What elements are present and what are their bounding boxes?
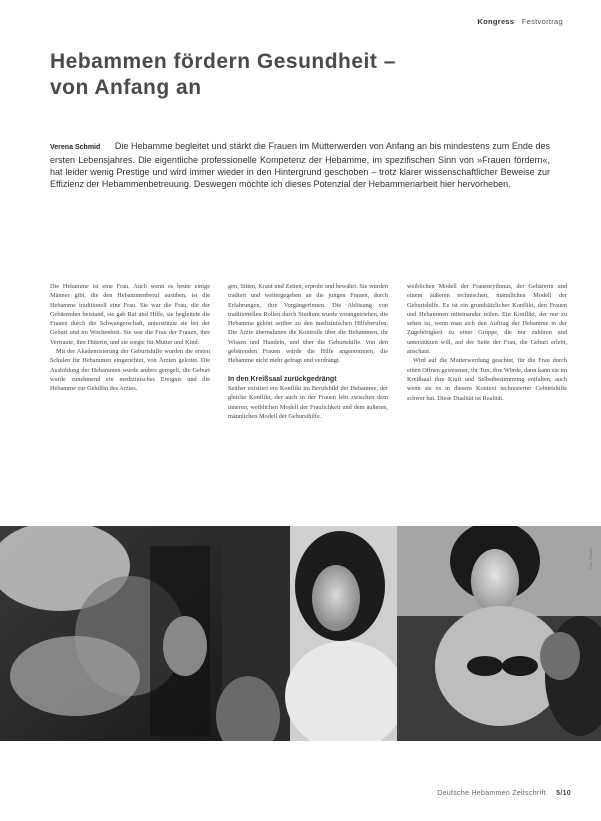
paragraph: Wird auf die Mutterwerdung geachtet, für die Frau durch einen Offnen gewesener, ihr Tun, ihre Würde, dann kann sie im Kreißsaal ihre Kraft und Selbstbestimmung entfalten, auch wenn sie es in diesem Kontext technisierter Geburtshilfe schwer hat. Diese Dualität ist Realität. [407,357,567,402]
paragraph: gen, Sitten, Kraut und Zeiten, erprobt und bewährt. Sie wurden tradiert und weitergegeben an die jungen Frauen, durch Erfahrungen, ihre Vorgängerinnen. Die Ablösung von traditionellen Rollen durch Studium wurde vorangetrieben, die Hebamme gehört seither zu den medizinischen Hilfsberufen. Die Ärzte übernahmen die Kontrolle über die Hebammen, ihr Wissen und Handeln, und über die Geburtshilfe. Von den gebärenden Frauen wurde die Hilfe angenommen, die Hebamme nicht mehr gefragt und verdrängt. [228,283,388,365]
article-photo-strip [0,526,601,741]
lead-text: Die Hebamme begleitet und stärkt die Frauen im Mutterwerden von Anfang an bis mindestens zum Ende des ersten Lebensjahres. Die eigentliche professionelle Kompetenz der Hebamme, im spezifischen Sinn von »Frauen fördern«, hat leider wenig Prestige und wird immer wieder in den Hintergrund geschoben – trotz klarer wissenschaftlicher Beweise zur Effizienz der Hebammenbetreuung. Deswegen möchte ich dieses Potenzial der Hebammenarbeit hier hervorheben. [50,141,550,189]
photo-credit: Foto: Fotolia [588,547,593,570]
body-column-2 [228,282,388,421]
section-subhead: In den Kreißsaal zurückgedrängt [228,375,337,383]
paragraph: Seither existiert ein Konflikt im Berufsbild der Hebamme, der gleiche Konflikt, der auch in der Frauen lebt zwischen dem inneren, weiblichen Modell der Fraulichkeit und dem äußeren, männlichen Modell der Gebursthilfe. [228,384,388,420]
author-name: Verena Schmid [50,144,101,151]
journal-name: Deutsche Hebammen Zeitschrift [437,790,546,797]
photo-collage-image [0,526,601,741]
category-label: Festvortrag [521,17,563,26]
headline-line-1: Hebammen fördern Gesundheit – [50,50,396,73]
page-footer [437,790,571,797]
section-label: Kongress [477,17,515,26]
paragraph: weiblichen Modell der Frauenrythmus, der Gebärerin und einem äußeren technischen, männlichen Modell der Geburtshilfe. Es ist ein grundsätzlicher Konflikt, den Frauen und Hebammen miteinander teilen. Ein Konflikt, der nur zu sehen ist, wenn man sich den Auftrag der Hebamme in der Zugehörigkeit zu einer Gruppe, die nur zuhören und unterstützen will, auf der Seite der Frau, die Geburt erlebt, anschaut. [407,283,567,356]
article-lead [50,140,550,190]
article-headline [50,49,520,101]
paragraph: Die Hebamme ist eine Frau. Auch wenn es heute einige Männer gibt, die den Hebammenberuf ausüben, ist die Hebamme traditionell eine Frau. Sie war die Frau, die der Gebärenden beistand, sie gab Rat und Hilfe, sie begleitete die Frauen durch die Schwangerschaft, unterstützte sie bei der Geburt und im Wochenbett. Sie war die Frau der Frauen, ihre Vertraute, ihre Hüterin, und sie sorgte für Mutter und Kind. [50,283,210,346]
paragraph: Mit der Akademisierung der Geburtshilfe wurden die ersten Schulen für Hebammen eingerichtet, von Ärzten geleitet. Die Ausbildung der Hebammen wurde anders geregelt, die Geburt wurde zunehmend ein medizinisches Ereignis und die Hebamme zur Gehilfin des Arztes. [50,348,210,393]
section-kicker [477,17,563,26]
page-number: 5/10 [556,790,571,797]
body-column-3 [407,282,567,403]
body-column-1 [50,282,210,394]
headline-line-2: von Anfang an [50,76,202,99]
